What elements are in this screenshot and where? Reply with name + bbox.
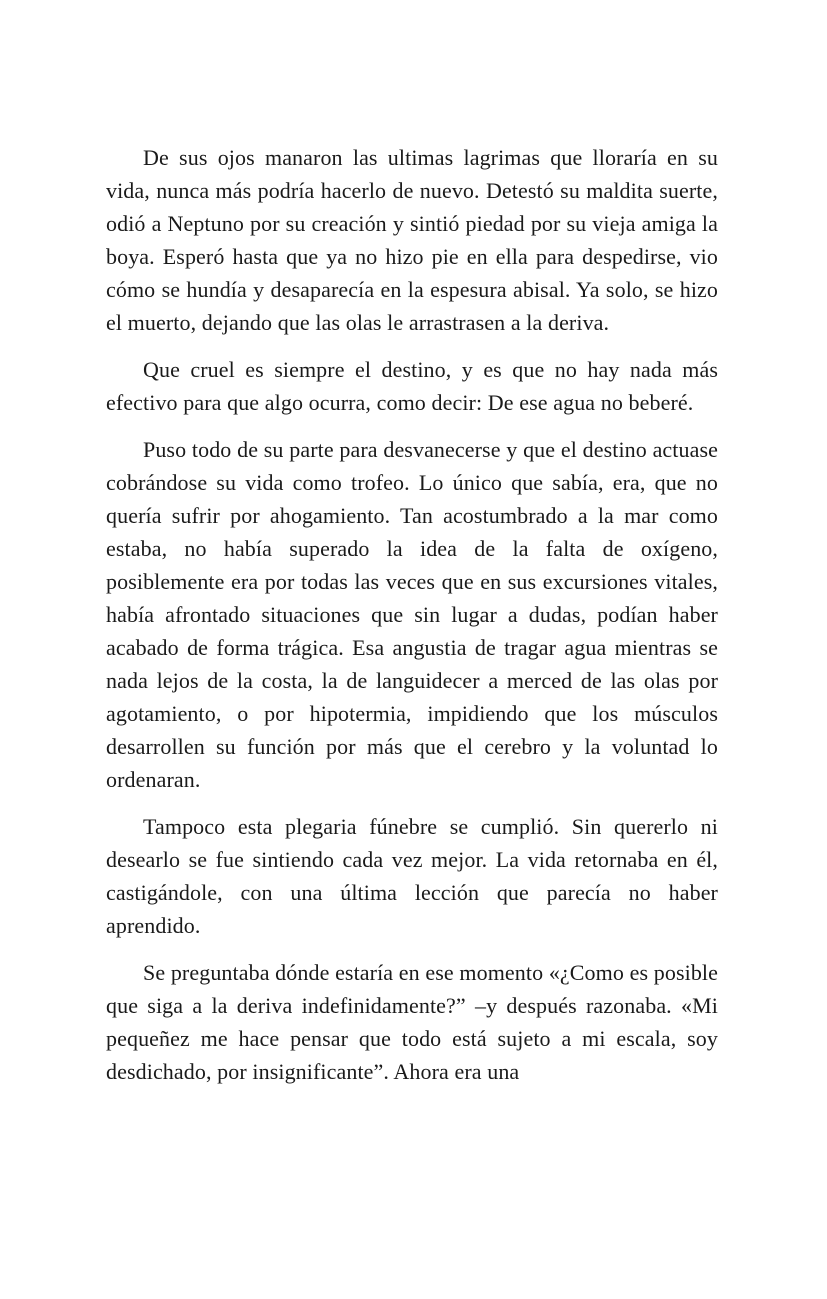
page-text-block (106, 141, 718, 1088)
paragraph-5: Se preguntaba dónde estaría en ese momento «¿Como es posible que siga a la deriva indefinidamente?” –y después razonaba. «Mi pequeñez me hace pensar que todo está sujeto a mi escala, soy desdichado, por insignificante”. Ahora era una (106, 960, 718, 1084)
paragraph-1: De sus ojos manaron las ultimas lagrimas que lloraría en su vida, nunca más podría hacerlo de nuevo. Detestó su maldita suerte, odió a Neptuno por su creación y sintió piedad por su vieja amiga la boya. Esperó hasta que ya no hizo pie en ella para despedirse, vio cómo se hundía y desaparecía en la espesura abisal. Ya solo, se hizo el muerto, dejando que las olas le arrastrasen a la deriva. (106, 145, 718, 335)
paragraph-3: Puso todo de su parte para desvanecerse y que el destino actuase cobrándose su vida como trofeo. Lo único que sabía, era, que no quería sufrir por ahogamiento. Tan acostumbrado a la mar como estaba, no había superado la idea de la falta de oxígeno, posiblemente era por todas las veces que en sus excursiones vitales, había afrontado situaciones que sin lugar a dudas, podían haber acabado de forma trágica. Esa angustia de tragar agua mientras se nada lejos de la costa, la de languidecer a merced de las olas por agotamiento, o por hipotermia, impidiendo que los músculos desarrollen su función por más que el cerebro y la voluntad lo ordenaran. (106, 437, 718, 792)
paragraph-4: Tampoco esta plegaria fúnebre se cumplió. Sin quererlo ni desearlo se fue sintiendo cada vez mejor. La vida retornaba en él, castigándole, con una última lección que parecía no haber aprendido. (106, 814, 718, 938)
paragraph-2: Que cruel es siempre el destino, y es que no hay nada más efectivo para que algo ocurra, como decir: De ese agua no beberé. (106, 357, 718, 415)
